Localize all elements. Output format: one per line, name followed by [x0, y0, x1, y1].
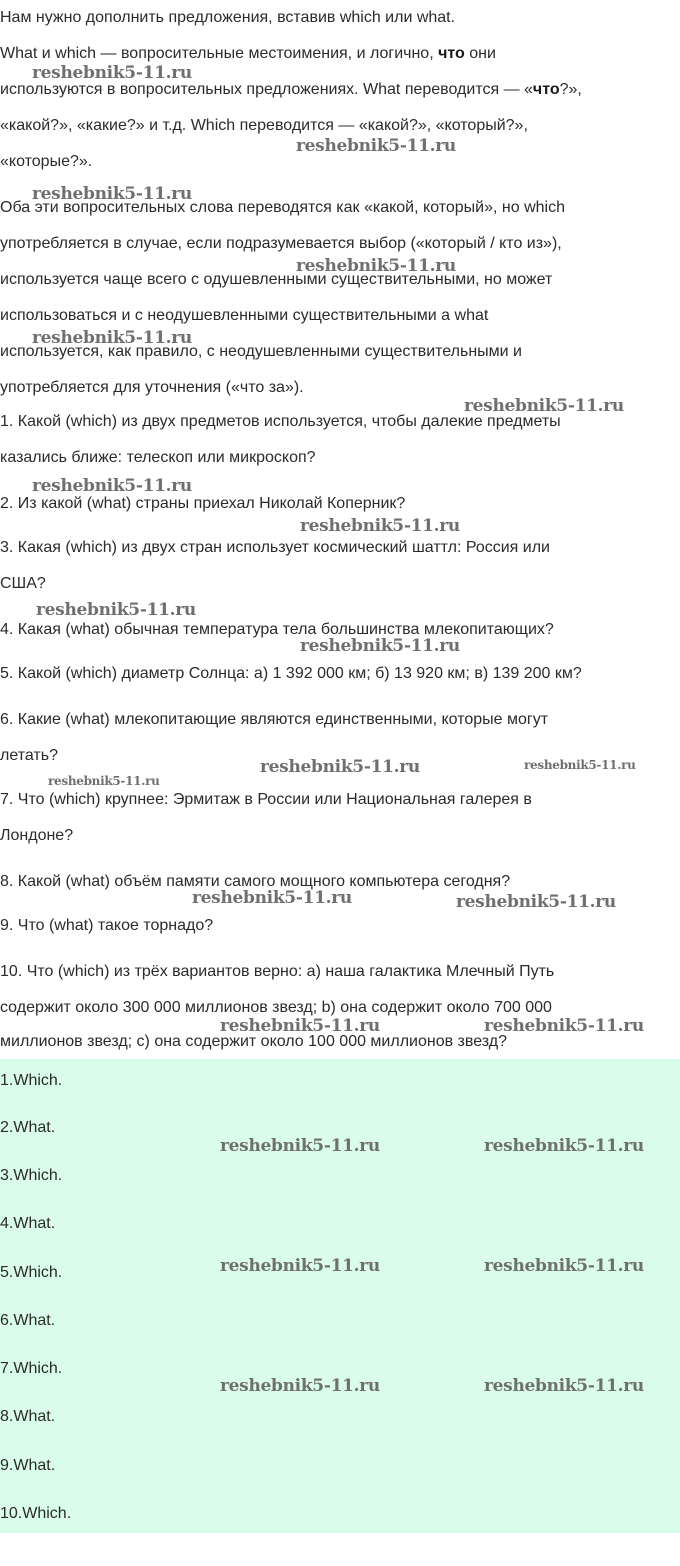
- intro-line: «которые?».: [0, 153, 93, 170]
- intro-line: использоваться и с неодушевленными существительными а what: [0, 307, 489, 324]
- watermark: reshebnik5-11.ru: [32, 476, 192, 496]
- watermark: reshebnik5-11.ru: [192, 888, 352, 908]
- answer-item: 3.Which.: [0, 1167, 63, 1184]
- answer-item: 1.Which.: [0, 1072, 63, 1089]
- watermark: reshebnik5-11.ru: [220, 1376, 380, 1396]
- watermark: reshebnik5-11.ru: [484, 1376, 644, 1396]
- intro-line: употребляется для уточнения («что за»).: [0, 379, 304, 396]
- question-line: 3. Какая (which) из двух стран использует космический шаттл: Россия или: [0, 539, 550, 556]
- watermark: reshebnik5-11.ru: [32, 328, 192, 348]
- watermark: reshebnik5-11.ru: [48, 774, 160, 788]
- question-line: США?: [0, 575, 46, 592]
- watermark: reshebnik5-11.ru: [484, 1136, 644, 1156]
- question-line: 9. Что (what) такое торнадо?: [0, 917, 214, 934]
- intro-line: используется, как правило, с неодушевленными существительными и: [0, 343, 522, 360]
- intro-text: используются в вопросительных предложениях. What переводится — «: [0, 81, 533, 98]
- question-line: 2. Из какой (what) страны приехал Николай Коперник?: [0, 495, 406, 512]
- watermark: reshebnik5-11.ru: [456, 892, 616, 912]
- intro-text: они: [464, 45, 496, 62]
- answer-item: 2.What.: [0, 1119, 56, 1136]
- watermark: reshebnik5-11.ru: [464, 396, 624, 416]
- answers-panel: [0, 1059, 680, 1533]
- question-line: 10. Что (which) из трёх вариантов верно: а) наша галактика Млечный Путь: [0, 963, 555, 980]
- answer-item: 9.What.: [0, 1457, 56, 1474]
- watermark: reshebnik5-11.ru: [220, 1256, 380, 1276]
- answer-item: 5.Which.: [0, 1264, 63, 1281]
- watermark: reshebnik5-11.ru: [484, 1256, 644, 1276]
- intro-line: [0, 44, 496, 64]
- answer-item: 6.What.: [0, 1312, 56, 1329]
- watermark: reshebnik5-11.ru: [484, 1016, 644, 1036]
- intro-line: «какой?», «какие?» и т.д. Which переводится — «какой?», «который?»,: [0, 117, 528, 134]
- watermark: reshebnik5-11.ru: [36, 600, 196, 620]
- intro-line: Нам нужно дополнить предложения, вставив which или what.: [0, 9, 456, 26]
- question-line: 7. Что (which) крупнее: Эрмитаж в России или Национальная галерея в: [0, 791, 532, 808]
- question-line: 5. Какой (which) диаметр Солнца: а) 1 392 000 км; б) 13 920 км; в) 139 200 км?: [0, 665, 582, 682]
- question-line: летать?: [0, 747, 58, 764]
- watermark: reshebnik5-11.ru: [296, 136, 456, 156]
- question-line: 4. Какая (what) обычная температура тела большинства млекопитающих?: [0, 621, 554, 638]
- answer-item: 10.Which.: [0, 1505, 72, 1522]
- watermark: reshebnik5-11.ru: [296, 256, 456, 276]
- watermark: reshebnik5-11.ru: [260, 757, 420, 777]
- question-line: миллионов звезд; c) она содержит около 100 000 миллионов звезд?: [0, 1033, 507, 1050]
- intro-bold-word: что: [438, 45, 465, 62]
- watermark: reshebnik5-11.ru: [32, 184, 192, 204]
- intro-line: употребляется в случае, если подразумевается выбор («который / кто из»),: [0, 235, 562, 252]
- question-line: 1. Какой (which) из двух предметов используется, чтобы далекие предметы: [0, 413, 561, 430]
- question-line: казались ближе: телескоп или микроскоп?: [0, 449, 316, 466]
- answer-item: 8.What.: [0, 1408, 56, 1425]
- watermark: reshebnik5-11.ru: [524, 758, 636, 772]
- watermark: reshebnik5-11.ru: [32, 63, 192, 83]
- intro-line: [0, 80, 582, 100]
- watermark: reshebnik5-11.ru: [220, 1136, 380, 1156]
- watermark: reshebnik5-11.ru: [220, 1016, 380, 1036]
- watermark: reshebnik5-11.ru: [300, 636, 460, 656]
- question-line: содержит около 300 000 миллионов звезд; b) она содержит около 700 000: [0, 999, 552, 1016]
- answer-item: 7.Which.: [0, 1360, 63, 1377]
- watermark: reshebnik5-11.ru: [300, 516, 460, 536]
- answer-item: 4.What.: [0, 1215, 56, 1232]
- intro-bold-word: что: [532, 81, 560, 98]
- question-line: Лондоне?: [0, 827, 74, 844]
- intro-line: используется чаще всего с одушевленными существительными, но может: [0, 271, 553, 288]
- question-line: 6. Какие (what) млекопитающие являются единственными, которые могут: [0, 711, 549, 728]
- intro-line: Оба эти вопросительных слова переводятся как «какой, который», но which: [0, 199, 565, 216]
- intro-text: ?»,: [559, 81, 582, 98]
- intro-text: What и which — вопросительные местоимения, и логично,: [0, 45, 439, 62]
- question-line: 8. Какой (what) объём памяти самого мощного компьютера сегодня?: [0, 873, 511, 890]
